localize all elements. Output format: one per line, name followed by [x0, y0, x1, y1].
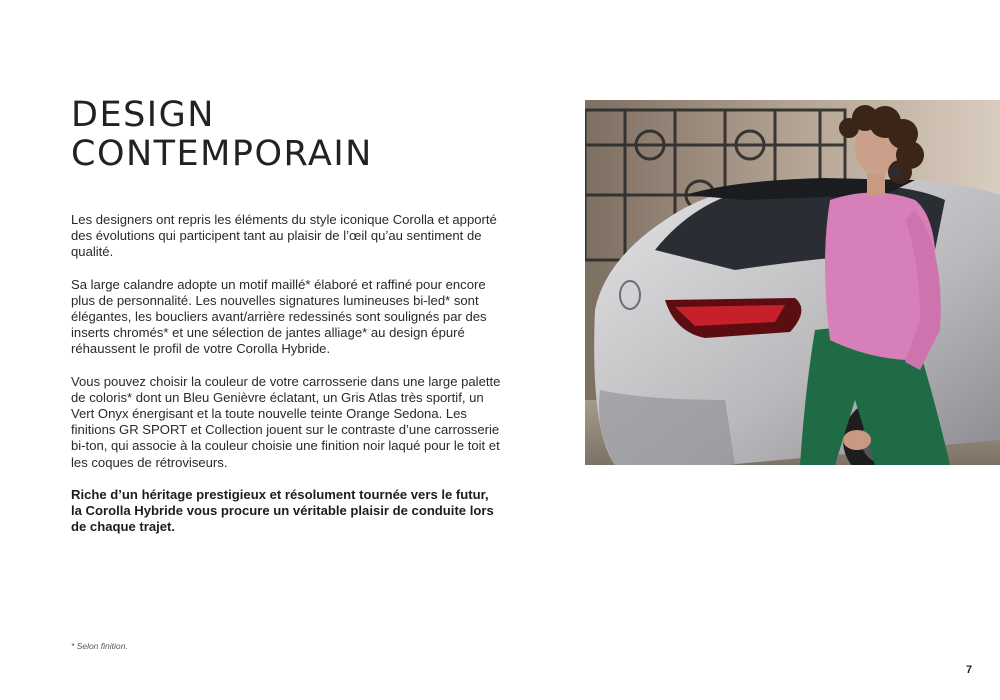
- page-number: 7: [966, 664, 973, 676]
- paragraph-calandre: Sa large calandre adopte un motif maillé* élaboré et raffiné pour encore plus de personnalité. Les nouvelles signatures lumineuses bi-led* sont élégantes, les boucliers avant/arrière redessinés sont soulignés par des inserts chromés* et une sélection de jantes alliage* au design épuré réhaussent le profil de votre Corolla Hybride.: [71, 276, 487, 357]
- paragraph-intro: Les designers ont repris les éléments du style iconique Corolla et apporté des évolutions qui participent tant au plaisir de l’œil qu’au sentiment de qualité.: [71, 212, 497, 260]
- footnote: * Selon finition.: [71, 641, 128, 651]
- page-title: [71, 96, 373, 174]
- paragraph-closing: Riche d’un héritage prestigieux et résolument tournée vers le futur, la Corolla Hybride vous procure un véritable plaisir de conduite lors de chaque trajet.: [71, 486, 494, 535]
- car-with-woman-photo: [585, 100, 1000, 465]
- title-line-1: DESIGN: [71, 95, 215, 135]
- body-text: [71, 212, 501, 551]
- photo-illustration: [585, 100, 1000, 465]
- title-line-2: CONTEMPORAIN: [71, 134, 373, 174]
- paragraph-couleurs: Vous pouvez choisir la couleur de votre carrosserie dans une large palette de coloris* dont un Bleu Genièvre éclatant, un Gris Atlas très sportif, un Vert Onyx énergisant et la toute nouvelle teinte Orange Sedona. Les finitions GR SPORT et Collection jouent sur le contraste d’une carrosserie bi-ton, qui associe à la couleur choisie une finition noir laqué pour le toit et les coques de rétroviseurs.: [71, 373, 501, 470]
